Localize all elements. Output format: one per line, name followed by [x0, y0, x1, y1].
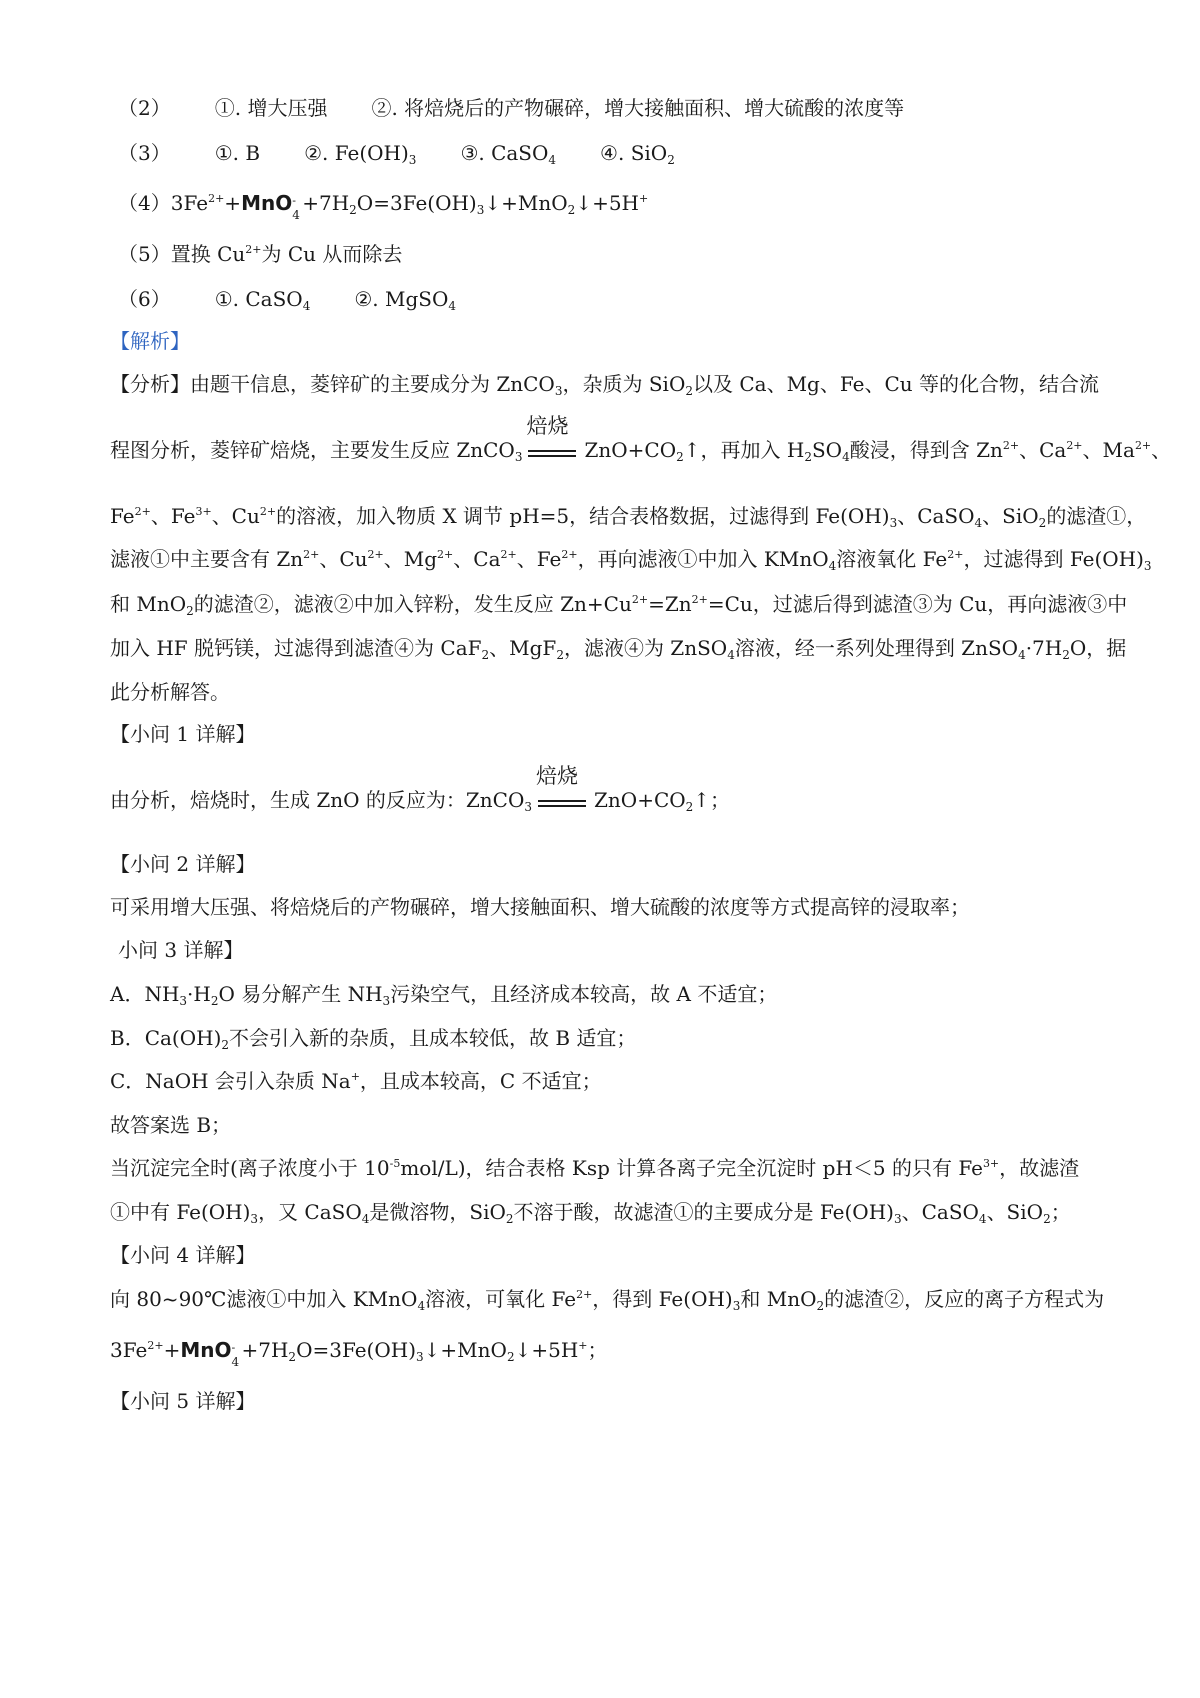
xiaowen-3-option-c: C．NaOH 会引入杂质 Na+，且成本较高，C 不适宜；	[110, 1069, 602, 1093]
fenxi-line-1: 【分析】由题干信息，菱锌矿的主要成分为 ZnCO$_3$，杂质为 SiO$_2$以及 Ca、Mg、Fe、Cu 等的化合物，结合流	[110, 372, 1100, 398]
xiaowen-2-heading: 【小问 2 详解】	[110, 852, 256, 876]
answer-q4: $(4)3Fe^{2+}+MnO$ - 4 $+7H_2O=3Fe(OH)_3↓+MnO_2↓+5H^+$	[118, 191, 649, 222]
xiaowen-1-heading: 【小问 1 详解】	[110, 722, 256, 746]
fenxi-line-7: 此分析解答。	[110, 680, 230, 704]
xiaowen-3-detail-1: 当沉淀完全时(离子浓度小于 $10^{-5}mol/L$)，结合表格 Ksp 计算各离子完全沉淀时 pH＜5 的只有 $Fe^{3+}$，故滤渣	[110, 1156, 1080, 1180]
fenxi-line-2: 程图分析，菱锌矿焙烧，主要发生反应 ZnCO$_3$ 焙烧 $ZnO+CO_2↑$，再加入 $H_2SO_4$酸浸，得到含 $Zn^{2+}$、$Ca^{2+}$、$Ma^{2+}$、	[110, 413, 1172, 464]
xiaowen-3-heading: 小问 3 详解】	[118, 938, 244, 962]
xiaowen-2-body: 可采用增大压强、将焙烧后的产物碾碎，增大接触面积、增大硫酸的浓度等方式提高锌的浸取率；	[110, 895, 970, 919]
answer-q2: （2） ①. 增大压强 ②. 将焙烧后的产物碾碎，增大接触面积、增大硫酸的浓度等	[118, 96, 905, 120]
xiaowen-4-equation: $3Fe^{2+}+MnO$ - 4 $+7H_2O=3Fe(OH)_3↓+MnO_2↓+5H^+$；	[110, 1338, 608, 1369]
xiaowen-3-option-b: B．$Ca(OH)_2$不会引入新的杂质，且成本较低，故 B 适宜；	[110, 1026, 637, 1052]
xiaowen-4-body: 向 80~90℃滤液①中加入 KMnO$_4$溶液，可氧化 $Fe^{2+}$，得到 $Fe(OH)_3$和 MnO$_2$的滤渣②，反应的离子方程式为	[110, 1287, 1105, 1313]
xiaowen-3-detail-2: ①中有 $Fe(OH)_3$，又 CaSO$_4$是微溶物，SiO$_2$不溶于酸，故滤渣①的主要成分是 $Fe(OH)_3$、CaSO$_4$、SiO$_2$；	[110, 1200, 1071, 1226]
xiaowen-1-body: 由分析，焙烧时，生成 ZnO 的反应为：ZnCO$_3$ 焙烧 $ZnO+CO_2↑$；	[110, 763, 731, 814]
xiaowen-5-heading: 【小问 5 详解】	[110, 1389, 256, 1413]
xiaowen-4-heading: 【小问 4 详解】	[110, 1243, 256, 1267]
answer-q6: （6） ①. CaSO$_4$ ②. MgSO$_4$	[118, 287, 457, 313]
jiexi-heading: 【解析】	[110, 329, 190, 353]
answer-q5: （5）置换 $Cu^{2+}$为 Cu 从而除去	[118, 242, 403, 266]
fenxi-line-6: 加入 HF 脱钙镁，过滤得到滤渣④为 CaF$_2$、MgF$_2$，滤液④为 ZnSO$_4$溶液，经一系列处理得到 $ZnSO_4\cdot 7H_2O$，据	[110, 636, 1127, 662]
reaction-condition-arrow: 焙烧	[522, 438, 584, 466]
answer-q3: （3） ①. B ②. $Fe(OH)_3$ ③. CaSO$_4$ ④. SiO$_2$	[118, 141, 675, 167]
xiaowen-3-option-a: A．$NH_3\cdot H_2O$ 易分解产生 $NH_3$污染空气，且经济成本较高，故 A 不适宜；	[110, 982, 778, 1008]
xiaowen-3-choice: 故答案选 B；	[110, 1113, 232, 1137]
reaction-condition-arrow: 焙烧	[532, 788, 594, 816]
fenxi-line-3: $Fe^{2+}$、$Fe^{3+}$、$Cu^{2+}$的溶液，加入物质 X 调节 pH=5，结合表格数据，过滤得到 $Fe(OH)_3$、CaSO$_4$、SiO$_2$的滤渣①，	[110, 504, 1147, 530]
fenxi-line-4: 滤液①中主要含有 $Zn^{2+}$、$Cu^{2+}$、$Mg^{2+}$、$Ca^{2+}$、$Fe^{2+}$，再向滤液①中加入 KMnO$_4$溶液氧化 $Fe^{2+}$，过滤得到 $Fe(OH)_3$	[110, 547, 1152, 573]
fenxi-line-5: 和 MnO$_2$的滤渣②，滤液②中加入锌粉，发生反应 $Zn+Cu^{2+}=Zn^{2+}=Cu$，过滤后得到滤渣③为 Cu，再向滤液③中	[110, 592, 1128, 618]
